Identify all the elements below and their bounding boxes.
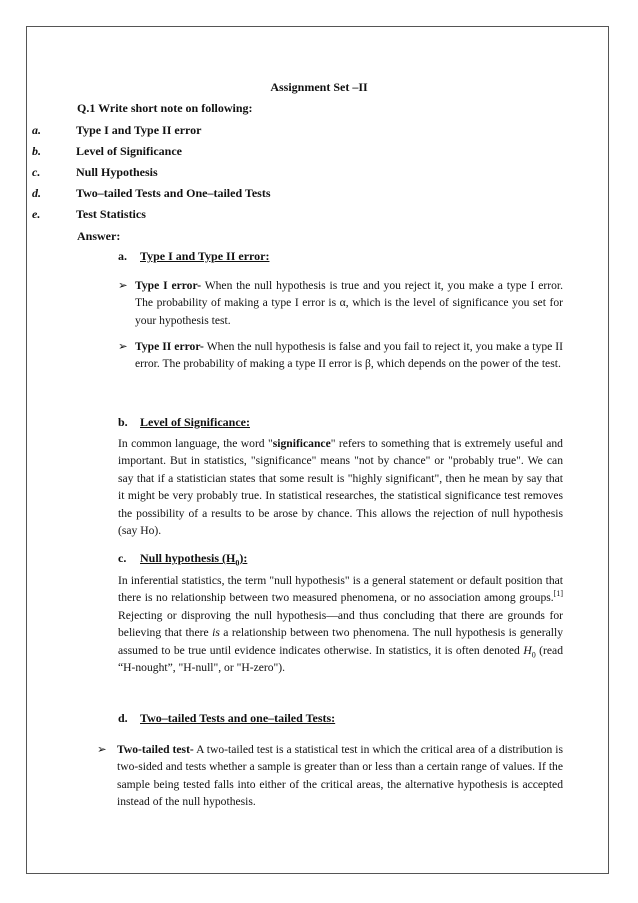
- paragraph-text: a relationship between two phenomena. The null hypothesis is generally assumed to be true until evidence indicates otherwise. In statistics, it is often denoted: [118, 626, 563, 657]
- italic-text: is: [212, 626, 220, 640]
- section-d-heading: [118, 711, 335, 726]
- topic-text: Test Statistics: [76, 207, 146, 221]
- section-title: Level of Significance:: [140, 415, 250, 429]
- heading-text: ):: [239, 551, 248, 565]
- section-b-heading: [118, 415, 250, 430]
- paragraph-text: (read “H-nought”, "H-null", or "H-zero").: [118, 643, 563, 675]
- topic-item-e: [32, 207, 146, 222]
- topic-marker: b.: [32, 144, 41, 158]
- topic-marker: e.: [32, 207, 41, 221]
- bullet-term: Type I error-: [135, 279, 202, 292]
- bullet-text: When the null hypothesis is true and you reject it, you make a type I error. The probability of making a type I error is α, which is the level of significance you set for your hypothesis test.: [135, 279, 563, 327]
- bullet-two-tailed-test: [97, 741, 563, 810]
- answer-label: Answer:: [77, 229, 121, 243]
- topic-text: Level of Significance: [76, 144, 182, 158]
- paragraph-text: " refers to something that is extremely useful and important. But in statistics, "significance" means "not by chance" or "probably true". We can say that if a statistician states that some result is "highly significant", then he mean by say that it might be very probably true. In statistical researches, the statistical significance test removes the possibility of a results to be arose by chance. This allows the rejection of null hypothesis (say Ho).: [118, 437, 563, 538]
- topic-text: Type I and Type II error: [76, 123, 202, 137]
- section-title: Two–tailed Tests and one–tailed Tests:: [140, 711, 336, 725]
- topic-item-c: [32, 165, 158, 180]
- bullet-type-i-error: [118, 277, 563, 329]
- section-label: a.: [118, 249, 127, 263]
- bullet-term: Two-tailed test-: [117, 743, 194, 756]
- topic-marker: a.: [32, 123, 41, 137]
- significance-paragraph: [118, 435, 563, 539]
- heading-text: Null hypothesis (H: [140, 551, 236, 565]
- h-symbol: H: [523, 643, 532, 657]
- section-label: d.: [118, 711, 128, 725]
- bullet-text: A two-tailed test is a statistical test in which the critical area of a distribution is two-sided and tests whether a sample is greater than or less than a certain range of values. If the sample being tested falls into either of the critical areas, the alternative hypothesis is accepted instead of the null hypothesis.: [117, 743, 563, 808]
- section-title: [140, 551, 248, 568]
- bullet-text: When the null hypothesis is false and you fail to reject it, you make a type II error. The probability of making a type II error is β, which depends on the power of the test.: [135, 340, 564, 371]
- section-label: c.: [118, 551, 127, 565]
- arrow-bullet-icon: ➢: [118, 340, 128, 353]
- topic-item-b: [32, 144, 182, 159]
- arrow-bullet-icon: ➢: [118, 279, 128, 292]
- section-title: Type I and Type II error:: [140, 249, 270, 263]
- h-subscript: 0: [531, 649, 536, 659]
- paragraph-text: In common language, the word ": [118, 437, 273, 450]
- topic-marker: d.: [32, 186, 41, 200]
- topic-text: Null Hypothesis: [76, 165, 158, 179]
- section-c-heading: [118, 551, 247, 566]
- bold-term: significance: [272, 437, 331, 450]
- citation-ref: [1]: [553, 589, 563, 599]
- paragraph-text: In inferential statistics, the term "null hypothesis" is a general statement or default position that there is no relationship between two measured phenomena, or no association among groups.: [118, 574, 563, 605]
- topic-item-d: [32, 186, 270, 201]
- null-hypothesis-paragraph: [118, 572, 563, 676]
- arrow-bullet-icon: ➢: [97, 743, 107, 756]
- heading-subscript: 0: [235, 558, 240, 568]
- topic-item-a: [32, 123, 201, 138]
- section-a-heading: [118, 249, 269, 264]
- question-prompt: Q.1 Write short note on following:: [77, 101, 253, 115]
- page-title: Assignment Set –II: [270, 80, 368, 94]
- topic-text: Two–tailed Tests and One–tailed Tests: [76, 186, 271, 200]
- topic-marker: c.: [32, 165, 41, 179]
- bullet-term: Type II error-: [135, 340, 204, 353]
- bullet-type-ii-error: [118, 338, 563, 373]
- section-label: b.: [118, 415, 128, 429]
- paragraph-text: Rejecting or disproving the null hypothesis—and thus concluding that there are grounds for believing that there: [118, 608, 563, 640]
